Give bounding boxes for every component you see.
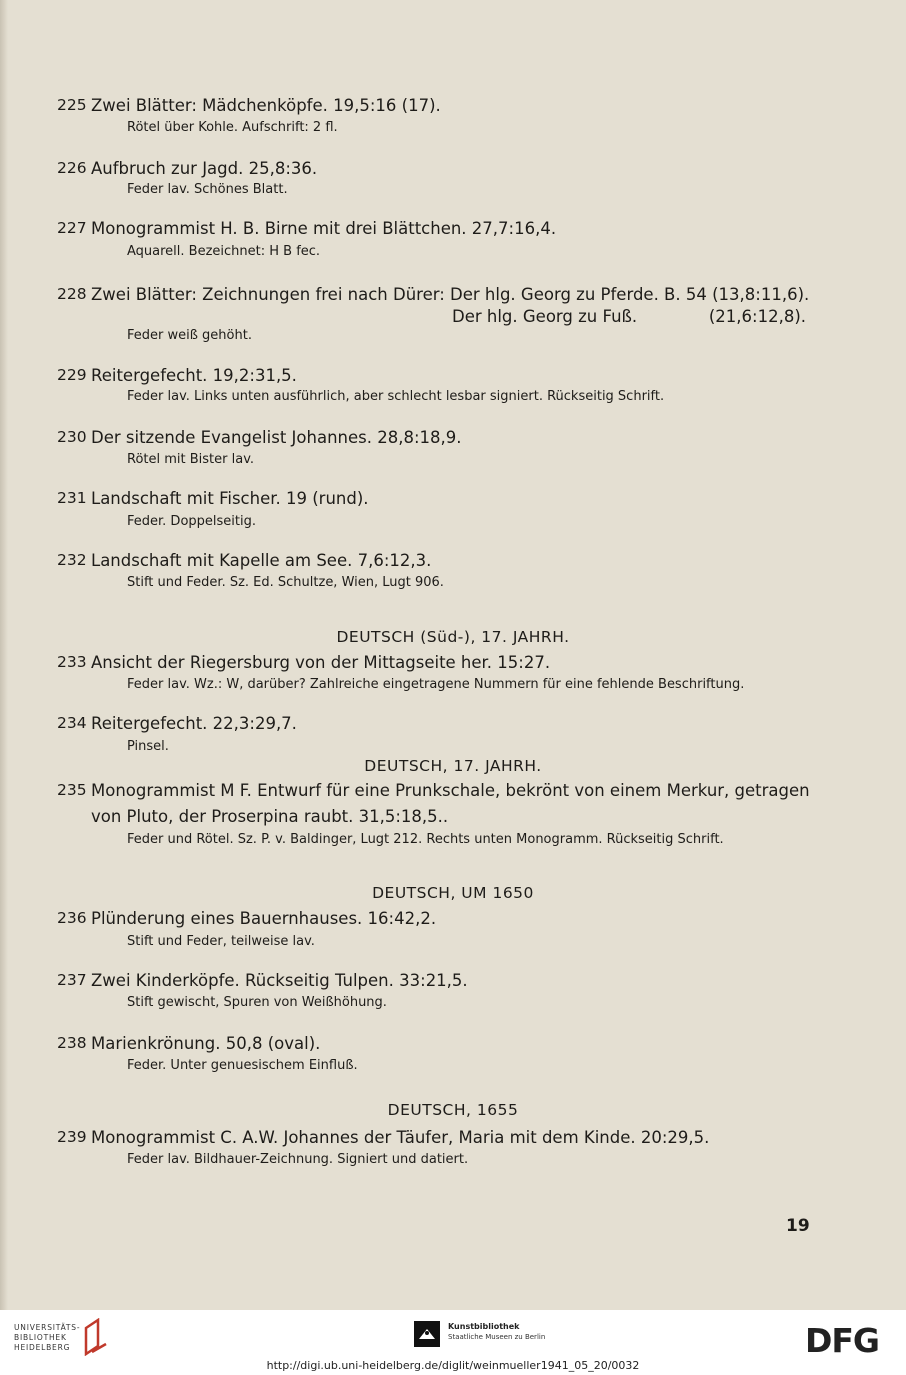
heidelberg-library-logo-icon[interactable]	[82, 1318, 110, 1356]
entry-note: Feder lav. Links unten ausführlich, aber schlecht lesbar signiert. Rückseitig Schrift.	[127, 389, 665, 404]
entry-title: Reitergefecht. 22,3:29,7.	[91, 714, 297, 733]
entry-note: Feder weiß gehöht.	[127, 328, 252, 343]
entry-note: Stift gewischt, Spuren von Weißhöhung.	[127, 995, 387, 1010]
dfg-logo-text: DFG	[805, 1323, 880, 1355]
source-url[interactable]: http://digi.ub.uni-heidelberg.de/diglit/weinmueller1941_05_20/0032	[266, 1359, 640, 1372]
entry-note: Pinsel.	[127, 739, 169, 754]
kunstbibliothek-title: Kunstbibliothek	[448, 1322, 520, 1331]
entry-title: Monogrammist H. B. Birne mit drei Blättchen. 27,7:16,4.	[91, 219, 557, 238]
entry-number: 239	[57, 1128, 87, 1146]
entry-note: Feder lav. Wz.: W, darüber? Zahlreiche eingetragene Nummern für eine fehlende Beschriftung.	[127, 677, 745, 692]
entry-title-continued: von Pluto, der Proserpina raubt. 31,5:18,5..	[91, 807, 449, 826]
entry-number: 227	[57, 219, 87, 237]
section-heading: DEUTSCH, UM 1650	[372, 884, 534, 902]
entry-note: Feder. Unter genuesischem Einfluß.	[127, 1058, 358, 1073]
university-library-logo-line2: BIBLIOTHEK	[14, 1333, 67, 1342]
section-heading: DEUTSCH (Süd-), 17. JAHRH.	[336, 628, 570, 646]
entry-title: Zwei Blätter: Mädchenköpfe. 19,5:16 (17).	[91, 96, 441, 115]
section-heading: DEUTSCH, 1655	[387, 1101, 519, 1119]
entry-number: 225	[57, 96, 87, 114]
entry-note: Feder. Doppelseitig.	[127, 514, 256, 529]
entry-number: 231	[57, 489, 87, 507]
entry-alt-title: Der hlg. Georg zu Fuß.	[452, 307, 638, 326]
university-library-logo-line3: HEIDELBERG	[14, 1343, 71, 1352]
entry-number: 237	[57, 971, 87, 989]
entry-title: Aufbruch zur Jagd. 25,8:36.	[91, 159, 318, 178]
entry-title: Plünderung eines Bauernhauses. 16:42,2.	[91, 909, 437, 928]
entry-note: Rötel mit Bister lav.	[127, 452, 255, 467]
entry-alt-dimensions: (21,6:12,8).	[708, 307, 806, 326]
entry-title: Marienkrönung. 50,8 (oval).	[91, 1034, 321, 1053]
entry-number: 233	[57, 653, 87, 671]
entry-title: Ansicht der Riegersburg von der Mittagseite her. 15:27.	[91, 653, 551, 672]
dfg-logo-icon[interactable]	[805, 1323, 893, 1355]
entry-number: 235	[57, 781, 87, 799]
entry-number: 229	[57, 366, 87, 384]
entry-number: 232	[57, 551, 87, 569]
entry-note: Stift und Feder, teilweise lav.	[127, 934, 315, 949]
entry-title: Landschaft mit Fischer. 19 (rund).	[91, 489, 369, 508]
entry-title: Landschaft mit Kapelle am See. 7,6:12,3.	[91, 551, 432, 570]
entry-note: Aquarell. Bezeichnet: H B fec.	[127, 244, 321, 259]
entry-note: Feder und Rötel. Sz. P. v. Baldinger, Lugt 212. Rechts unten Monogramm. Rückseitig Schrift.	[127, 832, 724, 847]
entry-note: Rötel über Kohle. Aufschrift: 2 fl.	[127, 120, 338, 135]
entry-note: Stift und Feder. Sz. Ed. Schultze, Wien, Lugt 906.	[127, 575, 444, 590]
university-library-logo-line1: UNIVERSITÄTS-	[14, 1323, 81, 1332]
entry-title: Reitergefecht. 19,2:31,5.	[91, 366, 297, 385]
entry-title: Der sitzende Evangelist Johannes. 28,8:18,9.	[91, 428, 462, 447]
entry-number: 228	[57, 285, 87, 303]
kunstbibliothek-logo-icon[interactable]	[414, 1321, 440, 1347]
entry-title: Monogrammist M F. Entwurf für eine Prunkschale, bekrönt von einem Merkur, getragen	[91, 781, 810, 800]
entry-number: 226	[57, 159, 87, 177]
entry-number: 234	[57, 714, 87, 732]
section-heading: DEUTSCH, 17. JAHRH.	[364, 757, 542, 775]
entry-note: Feder lav. Schönes Blatt.	[127, 182, 288, 197]
entry-note: Feder lav. Bildhauer-Zeichnung. Signiert und datiert.	[127, 1152, 469, 1167]
entry-title: Zwei Kinderköpfe. Rückseitig Tulpen. 33:21,5.	[91, 971, 468, 990]
page-number: 19	[786, 1216, 810, 1236]
entry-number: 238	[57, 1034, 87, 1052]
kunstbibliothek-subtitle: Staatliche Museen zu Berlin	[448, 1333, 546, 1341]
entry-number: 236	[57, 909, 87, 927]
entry-title: Zwei Blätter: Zeichnungen frei nach Dürer: Der hlg. Georg zu Pferde. B. 54 (13,8:11,6).	[91, 285, 810, 304]
entry-title: Monogrammist C. A.W. Johannes der Täufer, Maria mit dem Kinde. 20:29,5.	[91, 1128, 710, 1147]
entry-number: 230	[57, 428, 87, 446]
